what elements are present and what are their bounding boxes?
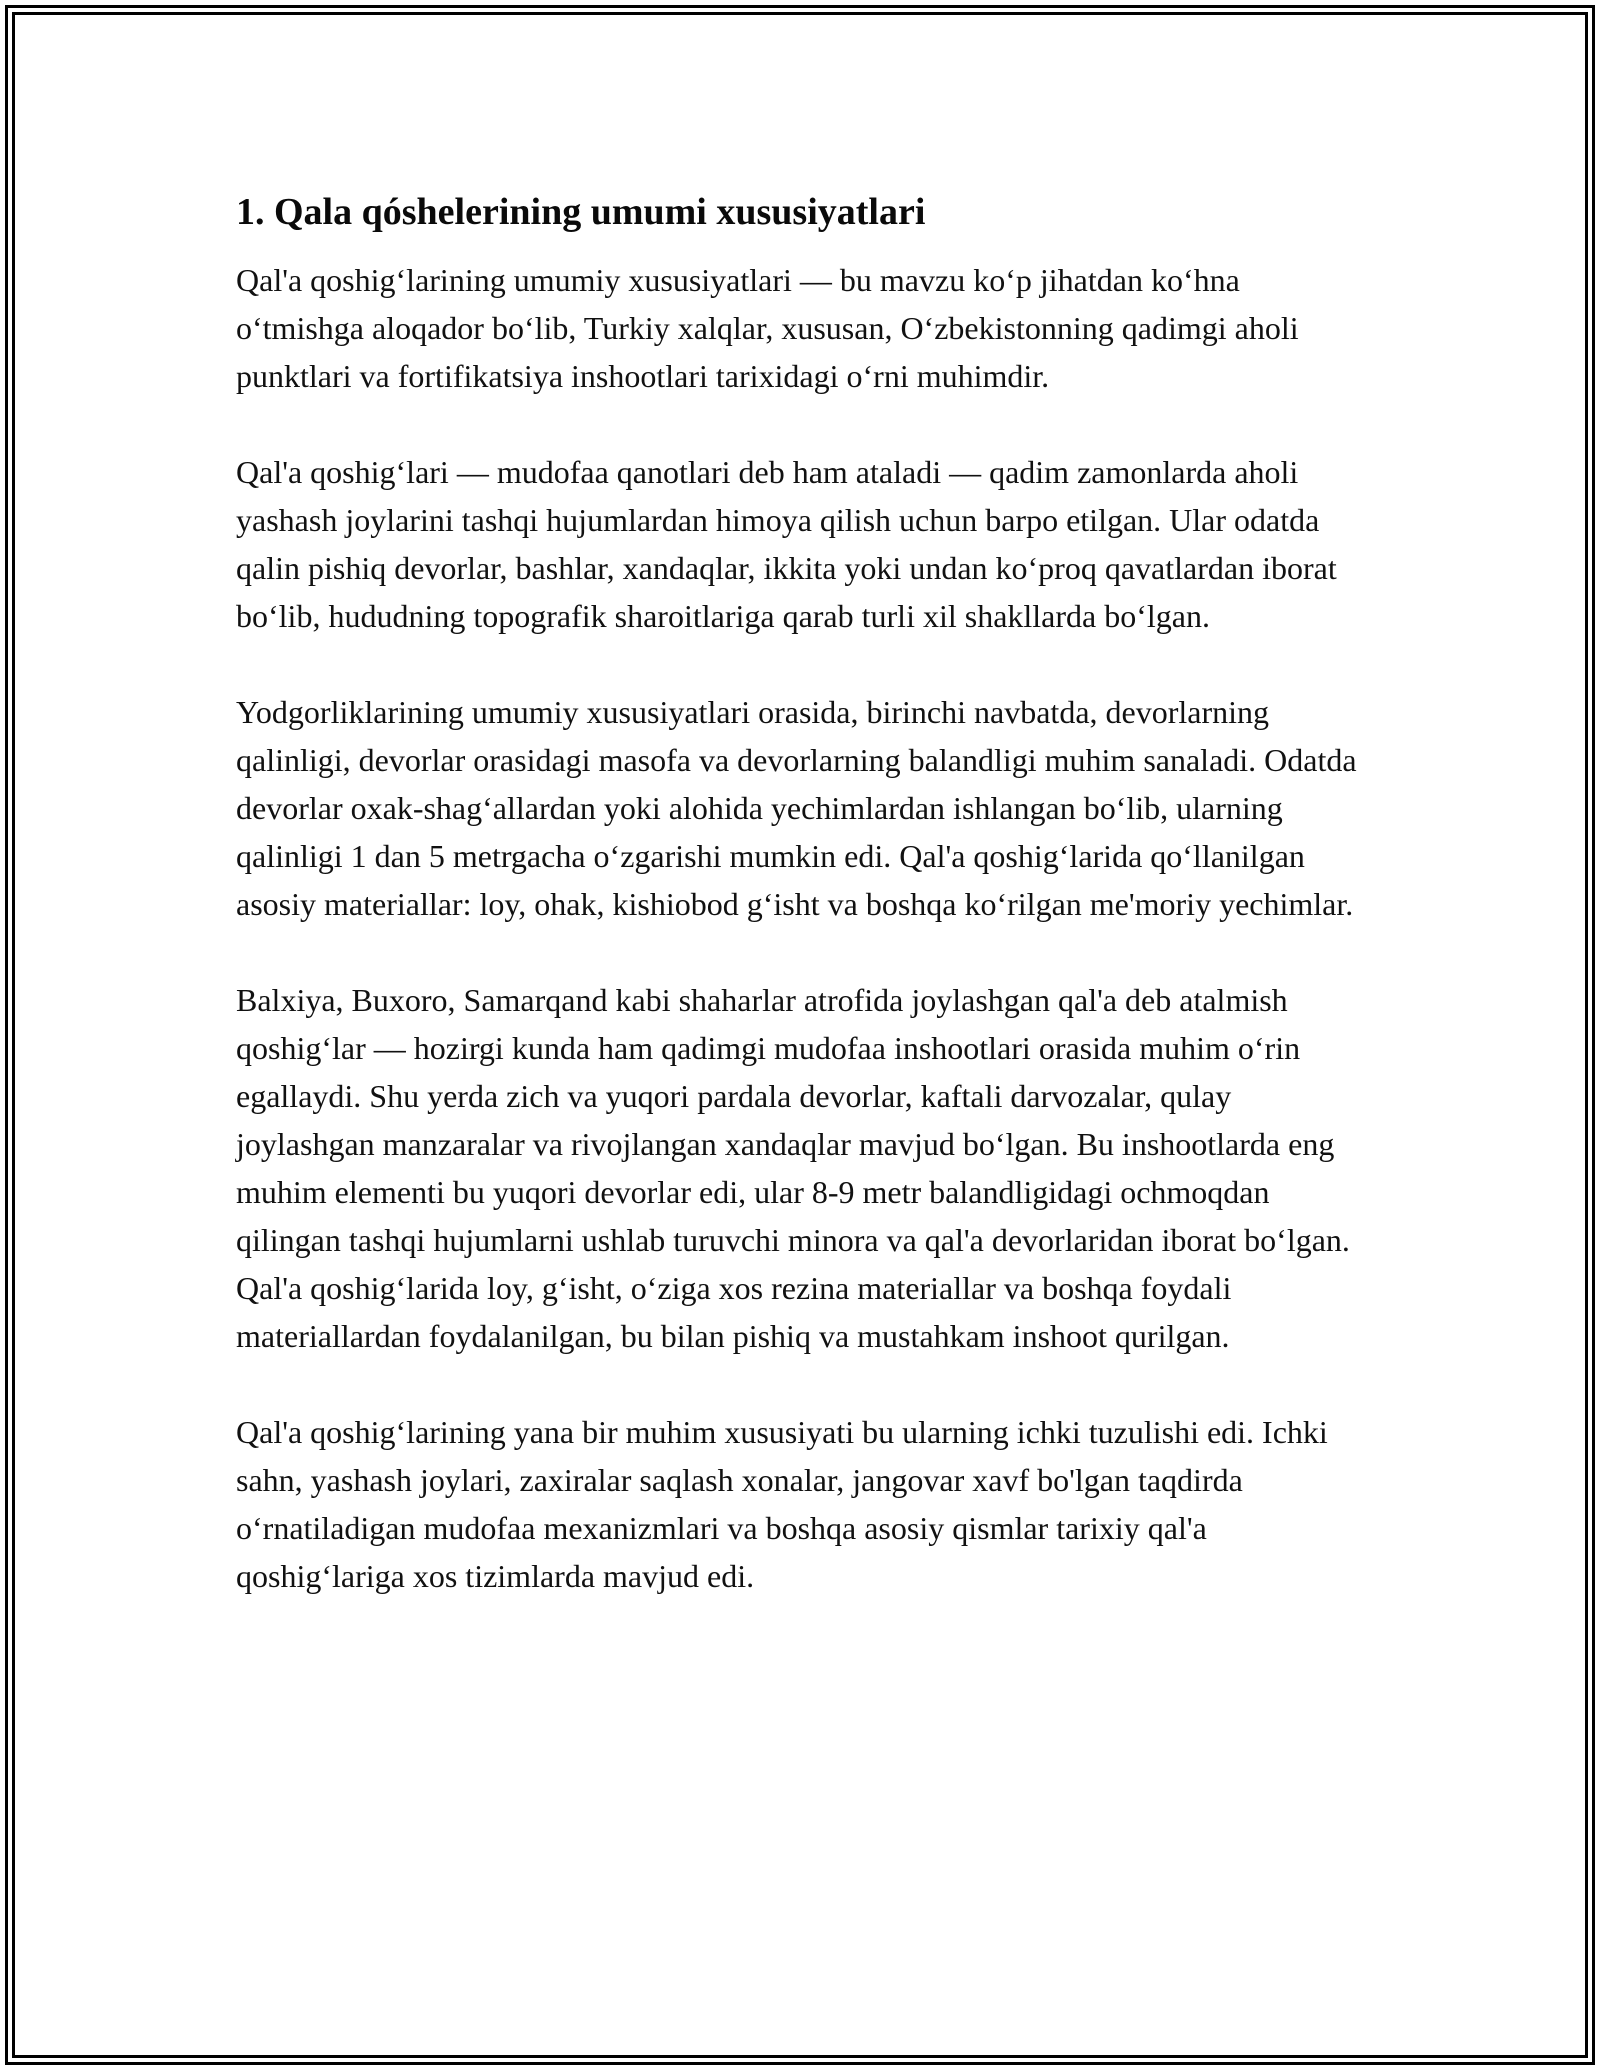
paragraph-5: Qal'a qoshig‘larining yana bir muhim xususiyati bu ularning ichki tuzulishi edi. Ichki sahn, yashash joylari, zaxiralar saqlash xonalar, jangovar xavf bo'lgan taqdirda o‘rnatiladigan mudofaa mexanizmlari va boshqa asosiy qismlar tarixiy qal'a qoshig‘lariga xos tizimlarda mavjud edi. bbox=[236, 1414, 1328, 1594]
section-heading: 1. Qala qóshelerining umumi xususiyatlari bbox=[236, 191, 926, 233]
document-body bbox=[236, 188, 1366, 1648]
paragraph-4: Balxiya, Buxoro, Samarqand kabi shaharlar atrofida joylashgan qal'a deb atalmish qoshig‘lar — hozirgi kunda ham qadimgi mudofaa inshootlari orasida muhim o‘rin egallaydi. Shu yerda zich va yuqori pardala devorlar, kaftali darvozalar, qulay joylashgan manzaralar va rivojlangan xandaqlar mavjud bo‘lgan. Bu inshootlarda eng muhim elementi bu yuqori devorlar edi, ular 8-9 metr balandligidagi ochmoqdan qilingan tashqi hujumlarni ushlab turuvchi minora va qal'a devorlaridan iborat bo‘lgan. Qal'a qoshig‘larida loy, g‘isht, o‘ziga xos rezina materiallar va boshqa foydali materiallardan foydalanilgan, bu bilan pishiq va mustahkam inshoot qurilgan. bbox=[236, 982, 1350, 1354]
paragraph-2: Qal'a qoshig‘lari — mudofaa qanotlari deb ham ataladi — qadim zamonlarda aholi yashash joylarini tashqi hujumlardan himoya qilish uchun barpo etilgan. Ular odatda qalin pishiq devorlar, bashlar, xandaqlar, ikkita yoki undan ko‘proq qavatlardan iborat bo‘lib, hududning topografik sharoitlariga qarab turli xil shakllarda bo‘lgan. bbox=[236, 454, 1337, 634]
paragraph-3: Yodgorliklarining umumiy xususiyatlari orasida, birinchi navbatda, devorlarning qalinligi, devorlar orasidagi masofa va devorlarning balandligi muhim sanaladi. Odatda devorlar oxak-shag‘allardan yoki alohida yechimlardan ishlangan bo‘lib, ularning qalinligi 1 dan 5 metrgacha o‘zgarishi mumkin edi. Qal'a qoshig‘larida qo‘llanilgan asosiy materiallar: loy, ohak, kishiobod g‘isht va boshqa ko‘rilgan me'moriy yechimlar. bbox=[236, 694, 1357, 922]
paragraph-1: Qal'a qoshig‘larining umumiy xususiyatlari — bu mavzu ko‘p jihatdan ko‘hna o‘tmishga aloqador bo‘lib, Turkiy xalqlar, xususan, O‘zbekistonning qadimgi aholi punktlari va fortifikatsiya inshootlari tarixidagi o‘rni muhimdir. bbox=[236, 262, 1299, 394]
